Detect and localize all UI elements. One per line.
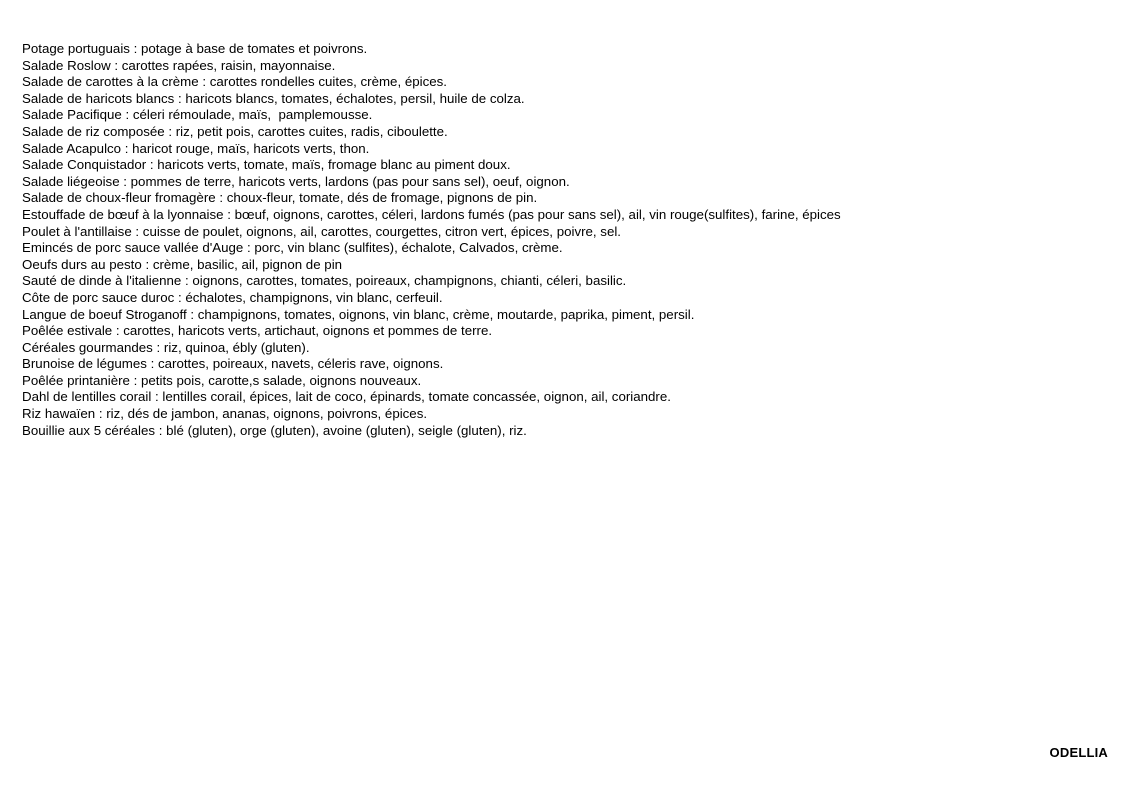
dish-line-poelee-estivale: Poêlée estivale : carottes, haricots verts, artichaut, oignons et pommes de terre. (22, 323, 493, 339)
dish-line-poelee-printaniere: Poêlée printanière : petits pois, carotte,s salade, oignons nouveaux. (22, 372, 422, 388)
dish-line-salade-acapulco: Salade Acapulco : haricot rouge, maïs, haricots verts, thon. (22, 140, 370, 156)
dish-line-potage-portuguais: Potage portuguais : potage à base de tomates et poivrons. (22, 41, 368, 56)
dish-line-cereales-gourmandes: Céréales gourmandes : riz, quinoa, ébly (gluten). (22, 339, 310, 355)
dish-line-riz-hawaien: Riz hawaïen : riz, dés de jambon, ananas, oignons, poivrons, épices. (22, 406, 428, 422)
dish-line-cote-porc: Côte de porc sauce duroc : échalotes, champignons, vin blanc, cerfeuil. (22, 289, 443, 305)
dish-line-salade-riz-composee: Salade de riz composée : riz, petit pois, carottes cuites, radis, ciboulette. (22, 123, 448, 139)
dish-line-eminces-porc: Emincés de porc sauce vallée d'Auge : porc, vin blanc (sulfites), échalote, Calvados, crème. (22, 240, 563, 256)
dish-line-brunoise-legumes: Brunoise de légumes : carottes, poireaux, navets, céleris rave, oignons. (22, 356, 444, 372)
dish-line-salade-roslow: Salade Roslow : carottes rapées, raisin, mayonnaise. (22, 57, 336, 73)
dish-line-bouillie-cereales: Bouillie aux 5 céréales : blé (gluten), orge (gluten), avoine (gluten), seigle (gluten), riz. (22, 422, 527, 438)
dish-line-langue-boeuf: Langue de boeuf Stroganoff : champignons, tomates, oignons, vin blanc, crème, moutarde, paprika, piment, persil. (22, 306, 695, 322)
dish-line-salade-pacifique: Salade Pacifique : céleri rémoulade, maïs, pamplemousse. (22, 107, 373, 123)
dish-line-poulet-antillaise: Poulet à l'antillaise : cuisse de poulet, oignons, ail, carottes, courgettes, citron vert, épices, poivre, sel. (22, 223, 621, 239)
dish-line-estouffade-boeuf: Estouffade de bœuf à la lyonnaise : bœuf, oignons, carottes, céleri, lardons fumés (pas pour sans sel), ail, vin rouge(sulfites), farine, épices (22, 206, 841, 222)
dish-line-oeufs-durs-pesto: Oeufs durs au pesto : crème, basilic, ail, pignon de pin (22, 256, 343, 272)
dish-line-salade-liegeoise: Salade liégeoise : pommes de terre, haricots verts, lardons (pas pour sans sel), oeuf, oignon. (22, 173, 570, 189)
dish-line-salade-choux-fleur: Salade de choux-fleur fromagère : choux-fleur, tomate, dés de fromage, pignons de pin. (22, 190, 538, 206)
dish-line-saute-dinde: Sauté de dinde à l'italienne : oignons, carottes, tomates, poireaux, champignons, chianti, céleri, basilic. (22, 273, 627, 289)
dish-line-salade-haricots-blancs: Salade de haricots blancs : haricots blancs, tomates, échalotes, persil, huile de colza. (22, 90, 525, 106)
dish-line-salade-conquistador: Salade Conquistador : haricots verts, tomate, maïs, fromage blanc au piment doux. (22, 157, 511, 173)
dish-ingredient-list (22, 41, 841, 439)
dish-line-salade-carottes-creme: Salade de carottes à la crème : carottes rondelles cuites, crème, épices. (22, 74, 447, 90)
brand-footer: ODELLIA (1049, 745, 1108, 760)
dish-line-dahl-lentilles: Dahl de lentilles corail : lentilles corail, épices, lait de coco, épinards, tomate concassée, oignon, ail, coriandre. (22, 389, 671, 405)
